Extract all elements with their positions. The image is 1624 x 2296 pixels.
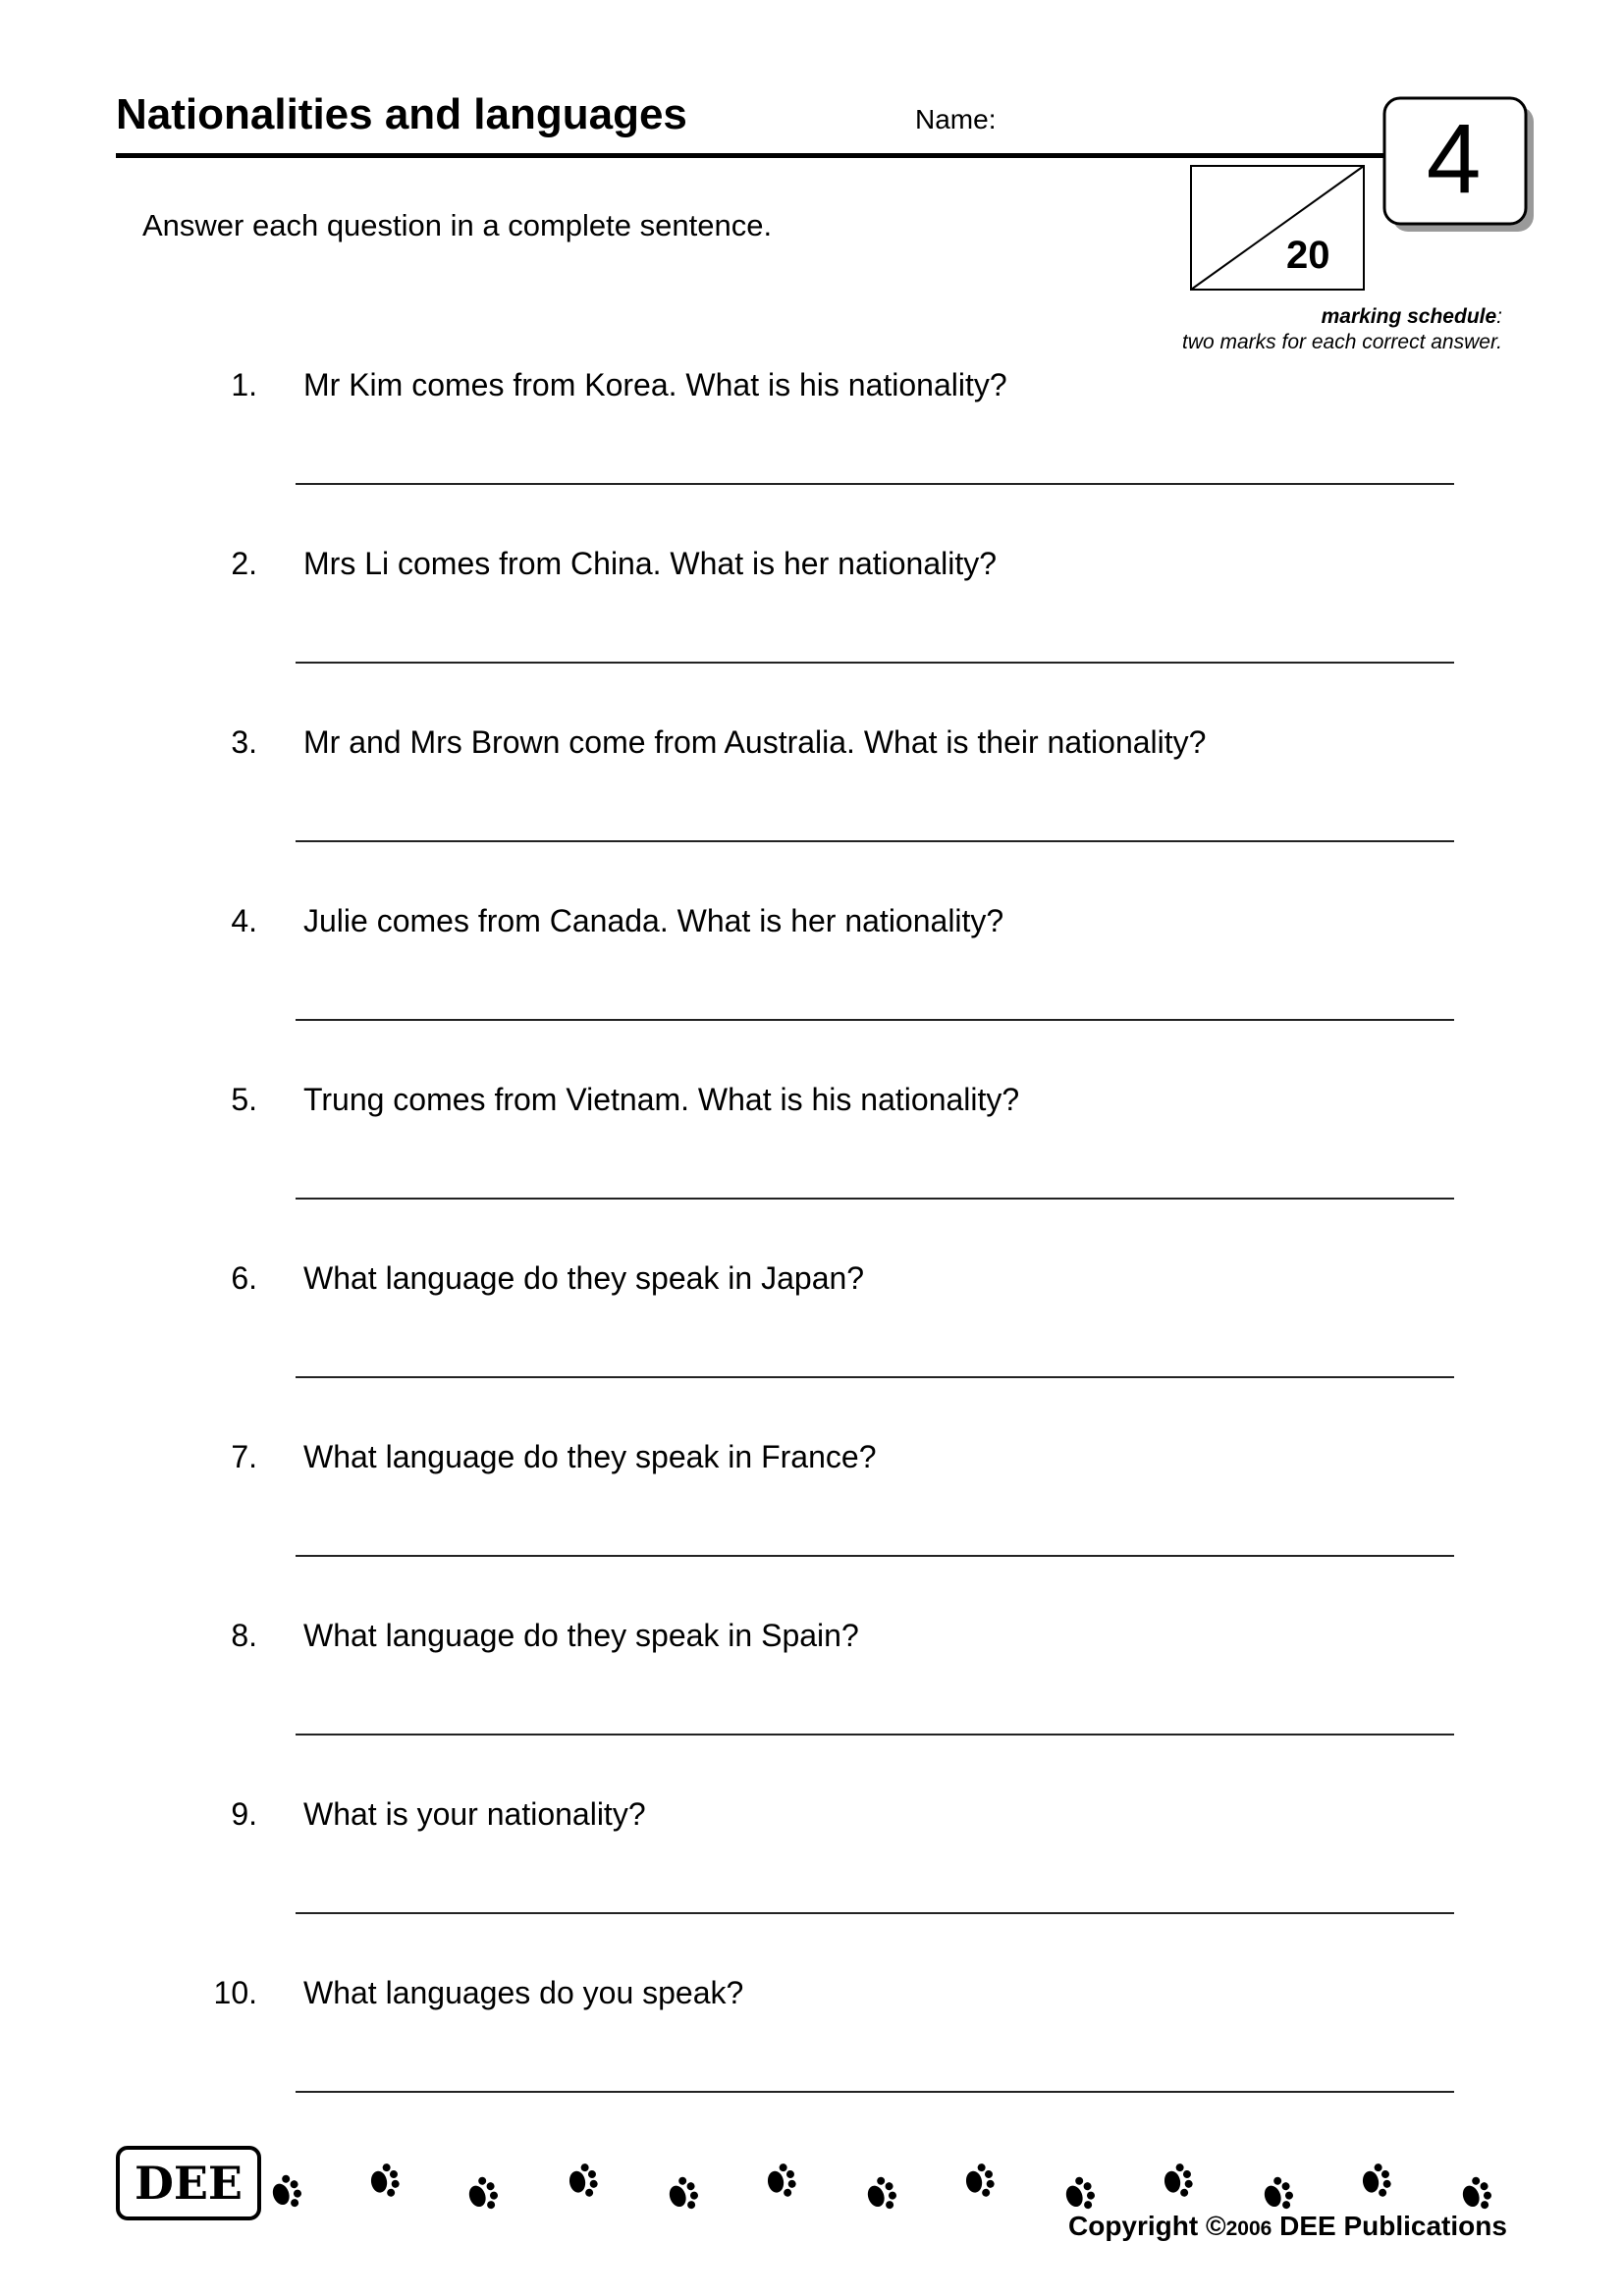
question-text: What is your nationality?: [303, 1796, 646, 1832]
paw-print-icon: [963, 2162, 996, 2199]
copyright-year: 2006: [1225, 2217, 1272, 2240]
marking-schedule: [1129, 304, 1502, 355]
question-number: 6.: [231, 1260, 257, 1296]
paw-print-border: [257, 2160, 1524, 2218]
title-divider: [116, 153, 1392, 158]
question-item: [0, 1618, 1624, 1785]
paw-print-icon: [1360, 2162, 1392, 2199]
name-label: Name:: [915, 104, 997, 134]
paw-print-icon: [368, 2162, 401, 2199]
answer-line[interactable]: [296, 1912, 1454, 1914]
question-text: What language do they speak in Spain?: [303, 1618, 859, 1653]
question-text: What language do they speak in France?: [303, 1439, 877, 1474]
question-item: [0, 724, 1624, 891]
paw-print-icon: [268, 2172, 305, 2214]
answer-line[interactable]: [296, 483, 1454, 485]
answer-line[interactable]: [296, 662, 1454, 664]
paw-print-icon: [464, 2174, 502, 2216]
answer-line[interactable]: [296, 840, 1454, 842]
question-text: Mr Kim comes from Korea. What is his nationality?: [303, 367, 1007, 402]
answer-line[interactable]: [296, 1198, 1454, 1200]
score-box: [1190, 165, 1365, 291]
answer-line[interactable]: [296, 1555, 1454, 1557]
question-text: Julie comes from Canada. What is her nationality?: [303, 903, 1004, 938]
question-number: 4.: [231, 903, 257, 938]
paw-print-icon: [665, 2174, 702, 2216]
question-number: 7.: [231, 1439, 257, 1474]
paw-print-icon: [1260, 2174, 1297, 2216]
paw-print-icon: [1061, 2174, 1099, 2216]
question-item: [0, 1439, 1624, 1606]
question-number: 8.: [231, 1618, 257, 1653]
question-text: Mrs Li comes from China. What is her nationality?: [303, 546, 998, 581]
question-item: [0, 903, 1624, 1070]
answer-line[interactable]: [296, 2091, 1454, 2093]
question-item: [0, 367, 1624, 534]
question-item: [0, 546, 1624, 713]
question-item: [0, 1975, 1624, 2142]
instructions: Answer each question in a complete sentence.: [142, 208, 773, 242]
question-number: 9.: [231, 1796, 257, 1832]
page-title: Nationalities and languages: [116, 90, 687, 138]
marking-schedule-heading: marking schedule: [1321, 305, 1497, 328]
question-number: 10.: [213, 1975, 257, 2010]
paw-print-icon: [1458, 2174, 1495, 2216]
answer-line[interactable]: [296, 1376, 1454, 1378]
question-item: [0, 1260, 1624, 1427]
question-item: [0, 1082, 1624, 1249]
page-number: 4: [1426, 104, 1482, 214]
copyright-notice: [1068, 2211, 1507, 2242]
paw-print-icon: [1162, 2162, 1194, 2199]
question-item: [0, 1796, 1624, 1963]
question-number: 2.: [231, 546, 257, 581]
copyright-prefix: Copyright ©: [1068, 2211, 1226, 2241]
question-text: Mr and Mrs Brown come from Australia. What is their nationality?: [303, 724, 1207, 760]
copyright-publisher: DEE Publications: [1272, 2211, 1507, 2241]
answer-line[interactable]: [296, 1019, 1454, 1021]
paw-print-icon: [863, 2174, 900, 2216]
marking-schedule-colon: :: [1496, 305, 1502, 328]
question-number: 5.: [231, 1082, 257, 1117]
question-number: 1.: [231, 367, 257, 402]
paw-print-icon: [567, 2162, 599, 2199]
marking-schedule-detail: two marks for each correct answer.: [1182, 331, 1502, 353]
paw-print-icon: [765, 2162, 797, 2199]
question-number: 3.: [231, 724, 257, 760]
score-total: 20: [1286, 234, 1330, 277]
dee-logo: DEE: [116, 2146, 261, 2220]
question-text: Trung comes from Vietnam. What is his nationality?: [303, 1082, 1020, 1117]
question-text: What languages do you speak?: [303, 1975, 744, 2010]
question-text: What language do they speak in Japan?: [303, 1260, 865, 1296]
answer-line[interactable]: [296, 1734, 1454, 1735]
